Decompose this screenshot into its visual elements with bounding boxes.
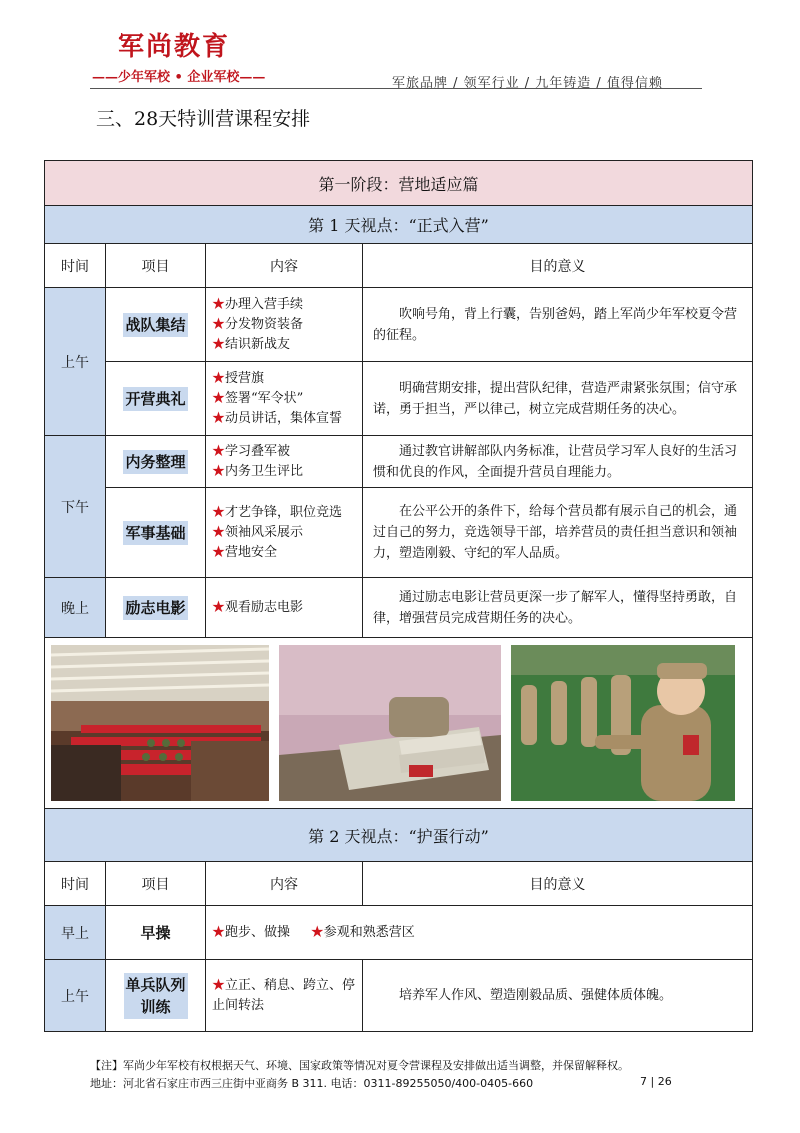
page-number: 7 | 26 — [640, 1075, 672, 1088]
col-time: 时间 — [45, 244, 106, 288]
star-icon: ★ — [212, 463, 226, 479]
item-label: 早操 — [140, 923, 171, 942]
table-header-row — [45, 244, 753, 288]
item-label: 励志电影 — [123, 596, 187, 620]
content-cell: ★授营旗 ★签署“军令状” ★动员讲话，集体宣誓 — [206, 362, 363, 436]
footer-address: 地址：河北省石家庄市西三庄街中亚商务 B 311. 电话：0311-89255050/400-0405-660 — [90, 1077, 534, 1090]
day2-row — [45, 809, 753, 862]
time-evening: 晚上 — [45, 578, 106, 638]
content-cell: ★观看励志电影 — [206, 578, 363, 638]
col-purpose: 目的意义 — [363, 862, 753, 906]
star-icon: ★ — [212, 390, 226, 406]
stage-title: 第一阶段：营地适应篇 — [45, 161, 753, 206]
day2-title: 第 2 天视点：“护蛋行动” — [45, 809, 753, 862]
star-icon: ★ — [212, 370, 226, 386]
col-content: 内容 — [206, 862, 363, 906]
star-icon: ★ — [212, 443, 226, 459]
purpose-cell: 培养军人作风、塑造刚毅品质、强健体质体魄。 — [363, 960, 753, 1032]
purpose-cell: 明确营期安排，提出营队纪律，营造严肃紧张氛围；信守承诺，勇于担当，严以律己，树立完成营期任务的决心。 — [363, 362, 753, 436]
section-title: 三、28天特训营课程安排 — [96, 108, 311, 130]
table-row — [45, 436, 753, 488]
header-slogan: 军旅品牌 / 领军行业 / 九年铸造 / 值得信赖 — [392, 76, 663, 91]
star-icon: ★ — [212, 336, 226, 352]
star-icon: ★ — [212, 599, 226, 615]
content-cell: ★学习叠军被 ★内务卫生评比 — [206, 436, 363, 488]
logo-subtitle: ——少年军校 • 企业军校—— — [92, 70, 266, 85]
table-row — [45, 578, 753, 638]
col-item: 项目 — [106, 244, 206, 288]
footer-note: 【注】军尚少年军校有权根据天气、环境、国家政策等情况对夏令营课程及安排做出适当调整，并保留解释权。 — [90, 1059, 629, 1072]
purpose-cell: 通过教官讲解部队内务标准，让营员学习军人良好的生活习惯和优良的作风，全面提升营员自理能力。 — [363, 436, 753, 488]
content-cell: ★办理入营手续 ★分发物资装备 ★结识新战友 — [206, 288, 363, 362]
table-row — [45, 906, 753, 960]
star-icon: ★ — [212, 544, 226, 560]
time-afternoon: 下午 — [45, 436, 106, 578]
time-early: 早上 — [45, 906, 106, 960]
logo-name: 军尚教育 — [118, 32, 231, 62]
item-label: 开营典礼 — [123, 387, 187, 411]
star-icon: ★ — [310, 924, 324, 940]
col-item: 项目 — [106, 862, 206, 906]
day1-title: 第 1 天视点：“正式入营” — [45, 206, 753, 244]
table-row — [45, 960, 753, 1032]
col-time: 时间 — [45, 862, 106, 906]
content-cell: ★跑步、做操 ★参观和熟悉营区 — [206, 906, 753, 960]
star-icon: ★ — [212, 977, 226, 993]
schedule-table-day1 — [44, 160, 753, 1032]
purpose-cell: 在公平公开的条件下，给每个营员都有展示自己的机会，通过自己的努力，竞选领导干部，培养营员的责任担当意识和领袖力，塑造刚毅、守纪的军人品质。 — [363, 488, 753, 578]
time-morning-2: 上午 — [45, 960, 106, 1032]
auditorium-photo — [51, 645, 269, 801]
star-icon: ★ — [212, 924, 226, 940]
time-morning: 上午 — [45, 288, 106, 436]
item-label: 单兵队列训练 — [124, 973, 188, 1019]
star-icon: ★ — [212, 316, 226, 332]
training-image — [511, 645, 735, 801]
header-divider — [90, 88, 702, 89]
table-row — [45, 362, 753, 436]
table-header-row — [45, 862, 753, 906]
star-icon: ★ — [212, 504, 226, 520]
stage-row — [45, 161, 753, 206]
star-icon: ★ — [212, 524, 226, 540]
day1-row — [45, 206, 753, 244]
item-label: 战队集结 — [123, 313, 187, 337]
content-cell: ★立正、稍息、跨立、停止间转法 — [206, 960, 363, 1032]
content-cell: ★才艺争锋，职位竞选 ★领袖风采展示 ★营地安全 — [206, 488, 363, 578]
table-row — [45, 488, 753, 578]
purpose-cell: 吹响号角，背上行囊，告别爸妈，踏上军尚少年军校夏令营的征程。 — [363, 288, 753, 362]
star-icon: ★ — [212, 410, 226, 426]
dormitory-image — [279, 645, 501, 801]
col-purpose: 目的意义 — [363, 244, 753, 288]
dormitory-photo — [279, 645, 501, 801]
item-label: 军事基础 — [123, 521, 187, 545]
star-icon: ★ — [212, 296, 226, 312]
col-content: 内容 — [206, 244, 363, 288]
photo-row — [45, 638, 753, 809]
training-photo — [511, 645, 735, 801]
item-label: 内务整理 — [123, 450, 187, 474]
table-row — [45, 288, 753, 362]
purpose-cell: 通过励志电影让营员更深一步了解军人，懂得坚持勇敢，自律，增强营员完成营期任务的决心。 — [363, 578, 753, 638]
auditorium-image — [51, 645, 269, 801]
